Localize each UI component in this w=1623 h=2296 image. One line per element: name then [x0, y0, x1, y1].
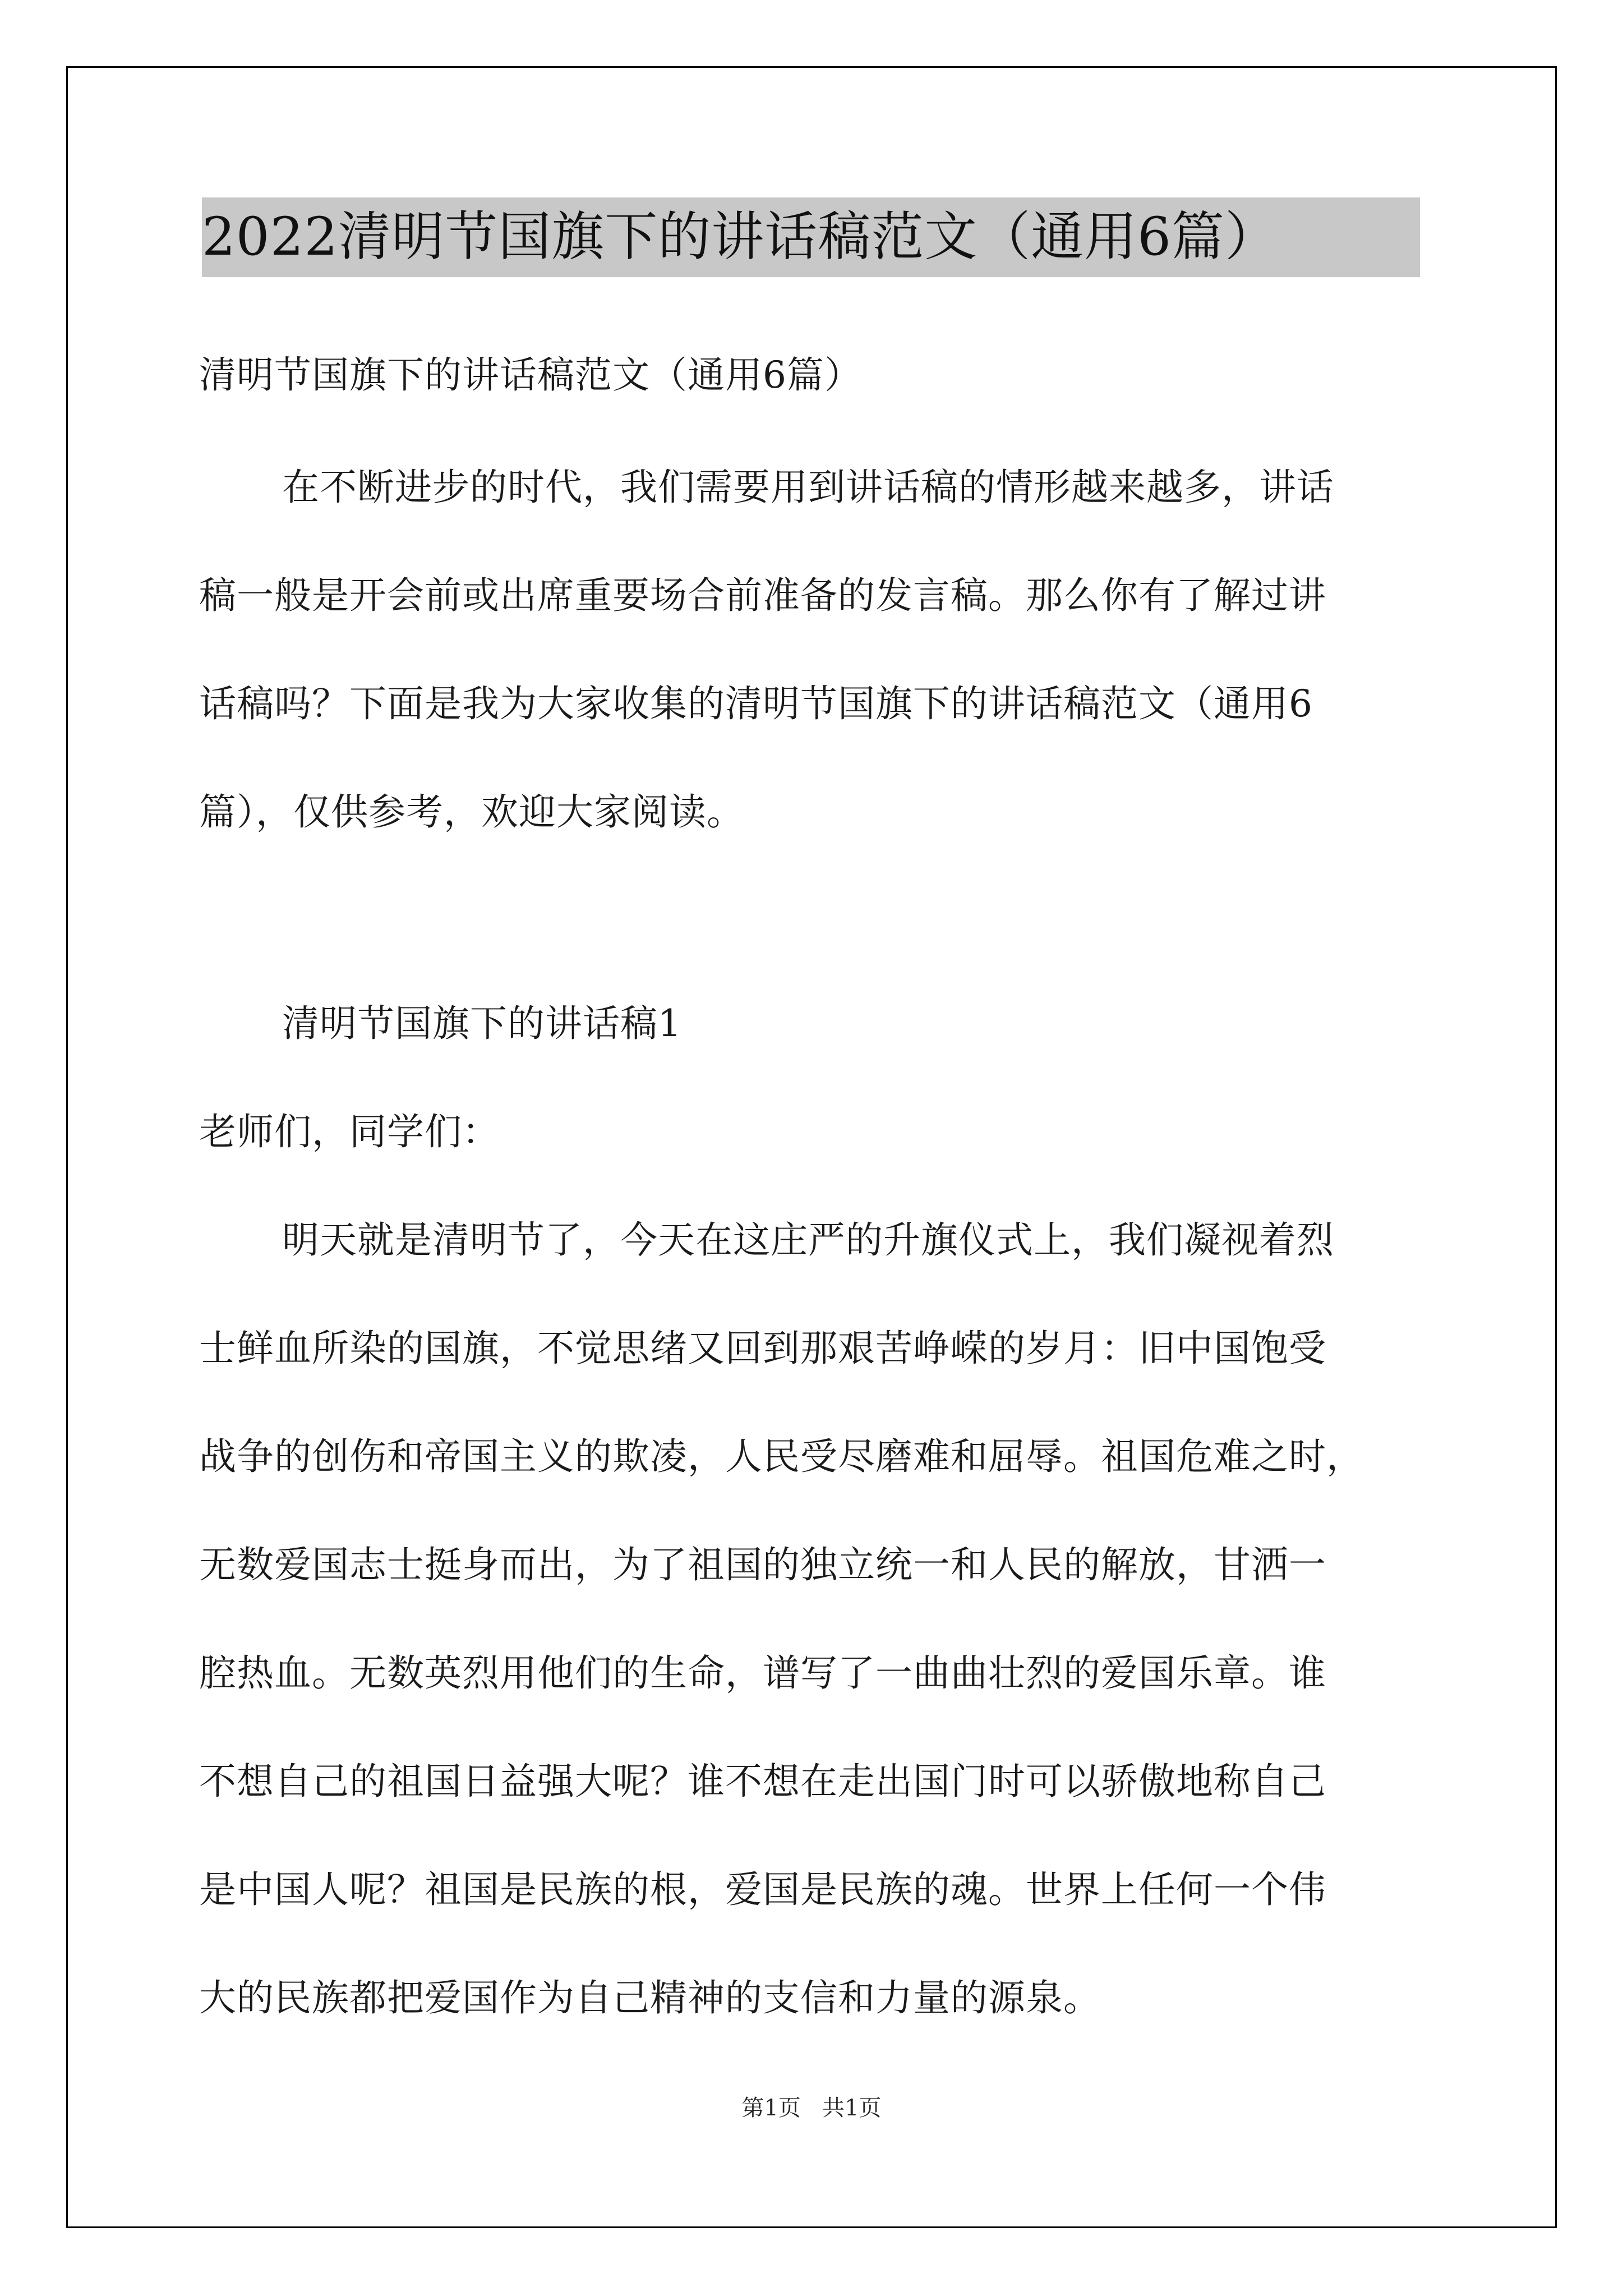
body-line: 战争的创伤和帝国主义的欺凌，人民受尽磨难和屈辱。祖国危难之时， [199, 1435, 1364, 1478]
intro-line: 话稿吗？下面是我为大家收集的清明节国旗下的讲话稿范文（通用6 [199, 682, 1313, 725]
title-highlight [202, 197, 1420, 277]
body-line: 是中国人呢？祖国是民族的根，爱国是民族的魂。世界上任何一个伟 [199, 1868, 1326, 1911]
salutation: 老师们，同学们： [199, 1110, 500, 1153]
intro-line: 稿一般是开会前或出席重要场合前准备的发言稿。那么你有了解过讲 [199, 574, 1326, 617]
body-line: 士鲜血所染的国旗，不觉思绪又回到那艰苦峥嵘的岁月：旧中国饱受 [199, 1327, 1326, 1370]
intro-line: 在不断进步的时代，我们需要用到讲话稿的情形越来越多，讲话 [282, 466, 1334, 509]
body-line: 不想自己的祖国日益强大呢？谁不想在走出国门时可以骄傲地称自己 [199, 1760, 1326, 1803]
body-line: 大的民族都把爱国作为自己精神的支信和力量的源泉。 [199, 1976, 1101, 2019]
body-line: 无数爱国志士挺身而出，为了祖国的独立统一和人民的解放，甘洒一 [199, 1543, 1326, 1586]
body-line: 腔热血。无数英烈用他们的生命，谱写了一曲曲壮烈的爱国乐章。谁 [199, 1651, 1326, 1695]
intro-line: 篇），仅供参考，欢迎大家阅读。 [199, 790, 744, 834]
body-line: 明天就是清明节了，今天在这庄严的升旗仪式上，我们凝视着烈 [282, 1218, 1334, 1262]
page-footer: 第1页 共1页 [741, 2095, 882, 2121]
section-heading: 清明节国旗下的讲话稿1 [282, 1002, 682, 1045]
document-title: 2022清明节国旗下的讲话稿范文（通用6篇） [202, 206, 1279, 268]
document-subtitle: 清明节国旗下的讲话稿范文（通用6篇） [199, 353, 862, 397]
